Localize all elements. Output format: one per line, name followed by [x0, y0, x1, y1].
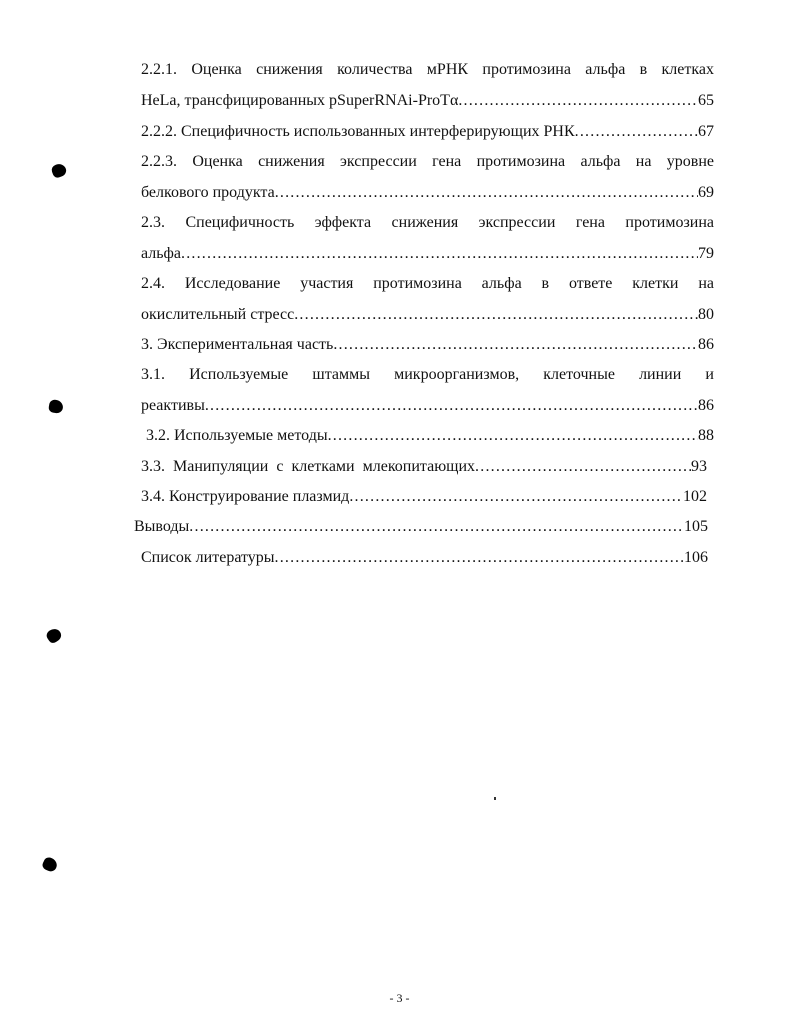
toc-entry-3-2 [146, 424, 714, 448]
toc-entry-3 [141, 333, 714, 357]
toc-page-number: 106 [684, 549, 708, 566]
toc-entry-2-2-1-line2 [141, 89, 714, 113]
toc-page-number: 102 [683, 488, 707, 505]
dot-leader [458, 89, 698, 113]
binder-hole-mark [48, 399, 64, 414]
toc-entry-2-4-line1: 2.4. Исследование участия протимозина альфа в ответе клетки на [141, 275, 714, 292]
dot-leader [189, 515, 684, 539]
dot-leader [275, 181, 698, 205]
toc-entry-text: Выводы [134, 518, 190, 535]
toc-entry-2-2-1-line1: 2.2.1. Оценка снижения количества мРНК протимозина альфа в клетках [141, 61, 714, 78]
toc-page-number: 93 [691, 458, 707, 475]
page-number-footer: - 3 - [389, 991, 410, 1005]
toc-entry-2-4-line2 [141, 303, 714, 327]
toc-page-number: 88 [698, 427, 714, 444]
binder-hole-mark [50, 162, 68, 179]
dot-leader [575, 120, 698, 144]
toc-entry-text: белкового продукта [141, 184, 275, 201]
toc-page-number: 105 [684, 518, 708, 535]
toc-page-number: 80 [698, 306, 714, 323]
toc-page-number: 67 [698, 123, 714, 140]
toc-page-number: 79 [698, 245, 714, 262]
toc-entry-text: Список литературы [141, 549, 275, 566]
dot-leader [294, 303, 698, 327]
toc-entry-text: 3.4. Конструирование плазмид [141, 488, 350, 505]
toc-entry-2-2-3-line1: 2.2.3. Оценка снижения экспрессии гена протимозина альфа на уровне [141, 153, 714, 170]
dot-leader [205, 394, 698, 418]
toc-entry-text: 2.2.2. Специфичность использованных интерферирующих РНК [141, 123, 575, 140]
toc-page-number: 86 [698, 336, 714, 353]
toc-entry-3-1-line2 [141, 394, 714, 418]
dot-leader [475, 455, 691, 479]
toc-entry-text: 3.3. Манипуляции с клетками млекопитающих [141, 458, 476, 475]
toc-entry-text: реактивы [141, 397, 205, 414]
scan-speck [494, 797, 496, 800]
toc-entry-text: альфа [141, 245, 181, 262]
toc-entry-2-2-2 [141, 120, 714, 144]
toc-page-number: 69 [698, 184, 714, 201]
toc-entry-text: 3.2. Используемые методы [146, 427, 328, 444]
toc-entry-3-1-line1: 3.1. Используемые штаммы микроорганизмов, клеточные линии и [141, 366, 714, 383]
toc-entry-3-3 [141, 455, 707, 479]
dot-leader [333, 333, 698, 357]
toc-entry-text: 3. Экспериментальная часть [141, 336, 334, 353]
toc-entry-2-3-line2 [141, 242, 714, 266]
toc-entry-3-4 [141, 485, 707, 509]
binder-hole-mark [41, 856, 59, 874]
toc-entry-references [141, 546, 708, 570]
toc-entry-2-2-3-line2 [141, 181, 714, 205]
dot-leader [349, 485, 683, 509]
toc-entry-text: HeLa, трансфицированных pSuperRNAi-ProTα [141, 92, 459, 109]
toc-entry-text: окислительный стресс [141, 306, 295, 323]
toc-entry-conclusions [134, 515, 708, 539]
toc-page-number: 86 [698, 397, 714, 414]
dot-leader [181, 242, 698, 266]
toc-entry-2-3-line1: 2.3. Специфичность эффекта снижения экспрессии гена протимозина [141, 214, 714, 231]
dot-leader [275, 546, 684, 570]
toc-page-number: 65 [698, 92, 714, 109]
dot-leader [328, 424, 698, 448]
binder-hole-mark [45, 626, 64, 645]
